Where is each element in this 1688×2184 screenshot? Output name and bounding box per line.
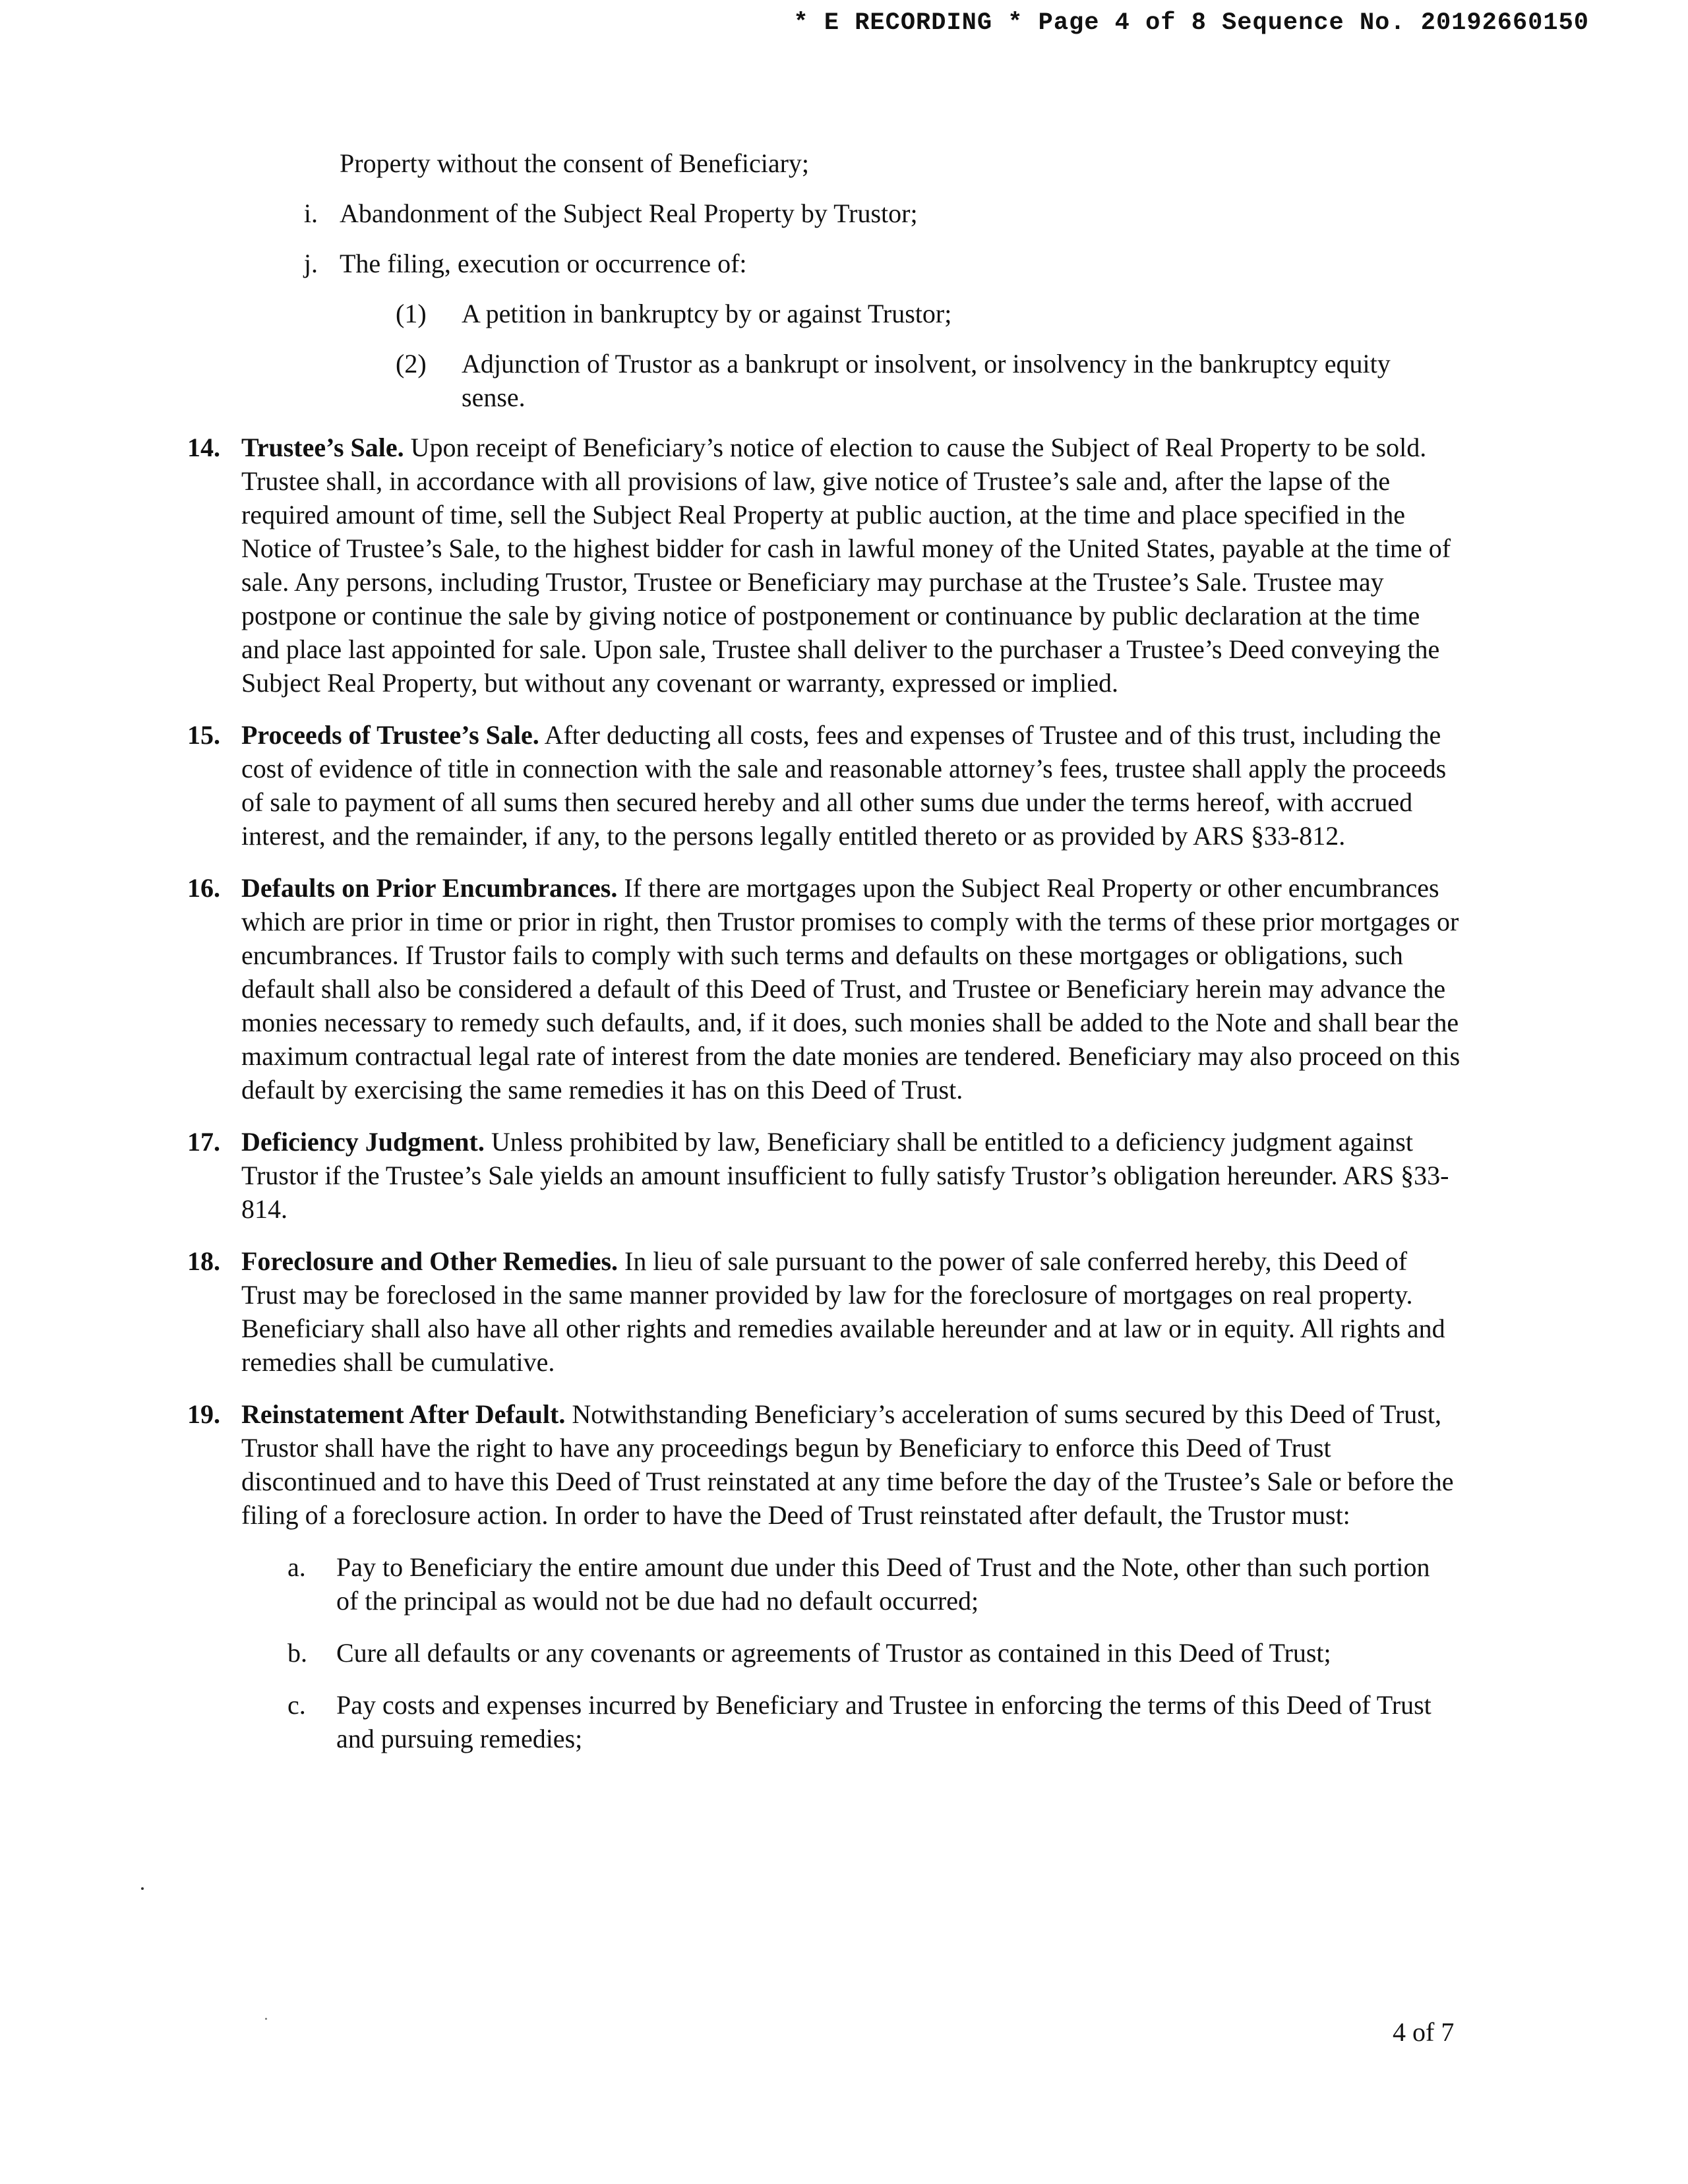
recording-stamp-header: * E RECORDING * Page 4 of 8 Sequence No. 20192660150 <box>793 9 1589 37</box>
section-title: Trustee’s Sale. <box>241 433 404 462</box>
sub-list-item-1 <box>0 297 1688 330</box>
section-text: Notwithstanding Beneficiary’s acceleration of sums secured by this Deed of Trust, Trustor shall have the right to have any proceedings begun by Beneficiary to enforce this Deed of Trust discontinued and to have this Deed of Trust reinstated at any time before the day of the Trustee’s Sale or before the filing of a foreclosure action. In order to have the Deed of Trust reinstated after default, the Trustor must: <box>241 1399 1454 1530</box>
section-15 <box>0 718 1688 853</box>
section-text: Unless prohibited by law, Beneficiary shall be entitled to a deficiency judgment against Trustor if the Trustee’s Sale yields an amount insufficient to fully satisfy Trustor’s obligation hereunder. ARS §33-814. <box>241 1127 1449 1224</box>
reinstatement-item-b <box>0 1636 1688 1670</box>
sub-list-item-2 <box>0 347 1688 414</box>
section-14 <box>0 431 1688 700</box>
section-text: If there are mortgages upon the Subject Real Property or other encumbrances which are prior in time or prior in right, then Trustor promises to comply with the terms of these prior mortgages or encumbrances. If Trustor fails to comply with such terms and defaults on these mortgages or obligations, such default shall also be considered a default of this Deed of Trust, and Trustee or Beneficiary herein may advance the monies necessary to remedy such defaults, and, if it does, such monies shall be added to the Note and shall bear the maximum contractual legal rate of interest from the date monies are tendered. Beneficiary may also proceed on this default by exercising the same remedies it has on this Deed of Trust. <box>241 873 1461 1105</box>
section-16 <box>0 871 1688 1107</box>
section-number: 17. <box>187 1127 220 1157</box>
list-item-text: Cure all defaults or any covenants or agreements of Trustor as contained in this Deed of Trust; <box>336 1638 1331 1668</box>
section-title: Reinstatement After Default. <box>241 1399 566 1429</box>
sub-list-item-text: Adjunction of Trustor as a bankrupt or insolvent, or insolvency in the bankruptcy equity sense. <box>462 349 1391 412</box>
list-item-i <box>0 197 1688 230</box>
section-text: In lieu of sale pursuant to the power of sale conferred hereby, this Deed of Trust may be foreclosed in the same manner provided by law for the foreclosure of mortgages on real property. Beneficiary shall also have all other rights and remedies available hereunder and at law or in equity. All rights and remedies shall be cumulative. <box>241 1246 1445 1377</box>
list-marker: a. <box>287 1552 306 1582</box>
reinstatement-item-a <box>0 1550 1688 1618</box>
list-item-text: Abandonment of the Subject Real Property by Trustor; <box>340 198 918 228</box>
section-19 <box>0 1397 1688 1532</box>
list-marker: c. <box>287 1690 306 1720</box>
section-number: 16. <box>187 873 220 903</box>
list-marker: j. <box>303 249 318 278</box>
scan-speck <box>265 2018 267 2020</box>
reinstatement-item-c <box>0 1688 1688 1755</box>
page-number: 4 of 7 <box>1393 2017 1455 2047</box>
section-title: Deficiency Judgment. <box>241 1127 485 1157</box>
document-body <box>0 146 1688 1774</box>
sub-list-marker: (2) <box>396 349 427 379</box>
sub-list-item-text: A petition in bankruptcy by or against Trustor; <box>462 299 952 328</box>
sub-list-marker: (1) <box>396 299 427 328</box>
scan-speck <box>141 1887 144 1890</box>
section-title: Defaults on Prior Encumbrances. <box>241 873 618 903</box>
section-title: Foreclosure and Other Remedies. <box>241 1246 618 1276</box>
section-number: 18. <box>187 1246 220 1276</box>
section-number: 14. <box>187 433 220 462</box>
list-marker: i. <box>303 198 318 228</box>
section-number: 19. <box>187 1399 220 1429</box>
section-title: Proceeds of Trustee’s Sale. <box>241 720 539 750</box>
list-item-text: Pay to Beneficiary the entire amount due under this Deed of Trust and the Note, other than such portion of the principal as would not be due had no default occurred; <box>336 1552 1430 1616</box>
section-number: 15. <box>187 720 220 750</box>
list-item-text: Pay costs and expenses incurred by Beneficiary and Trustee in enforcing the terms of this Deed of Trust and pursuing remedies; <box>336 1690 1432 1753</box>
section-17 <box>0 1125 1688 1226</box>
section-18 <box>0 1244 1688 1379</box>
list-item-text: The filing, execution or occurrence of: <box>340 249 747 278</box>
list-item-j <box>0 247 1688 280</box>
continued-item-text: Property without the consent of Beneficiary; <box>340 148 810 178</box>
section-text: Upon receipt of Beneficiary’s notice of election to cause the Subject of Real Property to be sold. Trustee shall, in accordance with all provisions of law, give notice of Trustee’s sale and, after the lapse of the required amount of time, sell the Subject Real Property at public auction, at the time and place specified in the Notice of Trustee’s Sale, to the highest bidder for cash in lawful money of the United States, payable at the time of sale. Any persons, including Trustor, Trustee or Beneficiary may purchase at the Trustee’s Sale. Trustee may postpone or continue the sale by giving notice of postponement or continuance by public declaration at the time and place last appointed for sale. Upon sale, Trustee shall deliver to the purchaser a Trustee’s Deed conveying the Subject Real Property, but without any covenant or warranty, expressed or implied. <box>241 433 1451 698</box>
list-marker: b. <box>287 1638 307 1668</box>
section-text: After deducting all costs, fees and expenses of Trustee and of this trust, including the cost of evidence of title in connection with the sale and reasonable attorney’s fees, trustee shall apply the proceeds of sale to payment of all sums then secured hereby and all other sums due under the terms hereof, with accrued interest, and the remainder, if any, to the persons legally entitled thereto or as provided by ARS §33-812. <box>241 720 1447 851</box>
